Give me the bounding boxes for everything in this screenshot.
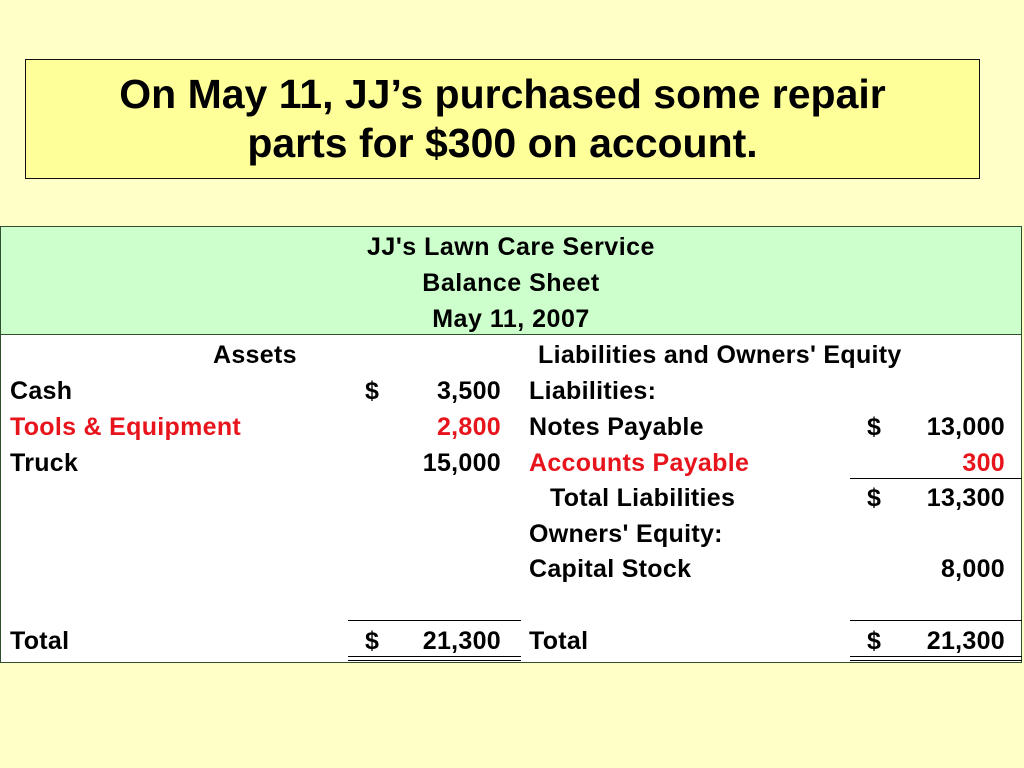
- capital-stock-value: 8,000: [940, 555, 1005, 583]
- balance-sheet-header: [1, 227, 1021, 335]
- owners-equity-label: Owners' Equity:: [529, 520, 723, 548]
- statement-date: May 11, 2007: [432, 305, 590, 333]
- total-liabilities-currency: $: [867, 484, 882, 512]
- slide-title: [25, 59, 980, 179]
- tools-equipment-value: 2,800: [436, 413, 501, 441]
- notes-payable-value: 13,000: [926, 413, 1005, 441]
- liabilities-total-currency: $: [867, 627, 882, 655]
- capital-stock-label: Capital Stock: [529, 555, 692, 583]
- slide-title-line-1: On May 11, JJ’s purchased some repair: [119, 71, 886, 117]
- company-name: JJ's Lawn Care Service: [367, 233, 655, 261]
- truck-value: 15,000: [422, 449, 501, 477]
- assets-total-top-rule: [348, 620, 521, 621]
- assets-header: Assets: [213, 341, 297, 369]
- total-liabilities-value: 13,300: [926, 484, 1005, 512]
- notes-payable-currency: $: [867, 413, 882, 441]
- assets-total-value: 21,300: [422, 627, 501, 655]
- cash-label: Cash: [10, 377, 73, 405]
- liabilities-total-value: 21,300: [926, 627, 1005, 655]
- accounts-payable-label: Accounts Payable: [529, 449, 750, 477]
- assets-total-double-rule-2: [348, 660, 521, 661]
- liabilities-section-label: Liabilities:: [529, 377, 657, 405]
- accounts-payable-underline: [850, 478, 1022, 479]
- liabilities-total-double-rule-2: [850, 660, 1022, 661]
- accounts-payable-value: 300: [962, 449, 1005, 477]
- assets-total-currency: $: [365, 627, 380, 655]
- cash-currency: $: [365, 377, 380, 405]
- assets-total-double-rule-1: [348, 656, 521, 657]
- notes-payable-label: Notes Payable: [529, 413, 704, 441]
- truck-label: Truck: [10, 449, 79, 477]
- liabilities-equity-header: Liabilities and Owners' Equity: [538, 341, 902, 369]
- slide-title-line-2: parts for $300 on account.: [247, 120, 758, 166]
- total-liabilities-label: Total Liabilities: [550, 484, 736, 512]
- liabilities-total-label: Total: [529, 627, 589, 655]
- tools-equipment-label: Tools & Equipment: [10, 413, 242, 441]
- statement-name: Balance Sheet: [422, 269, 600, 297]
- balance-sheet-table: [0, 226, 1022, 663]
- cash-value: 3,500: [436, 377, 501, 405]
- assets-total-label: Total: [10, 627, 70, 655]
- liabilities-total-double-rule-1: [850, 656, 1022, 657]
- liabilities-total-top-rule: [850, 620, 1022, 621]
